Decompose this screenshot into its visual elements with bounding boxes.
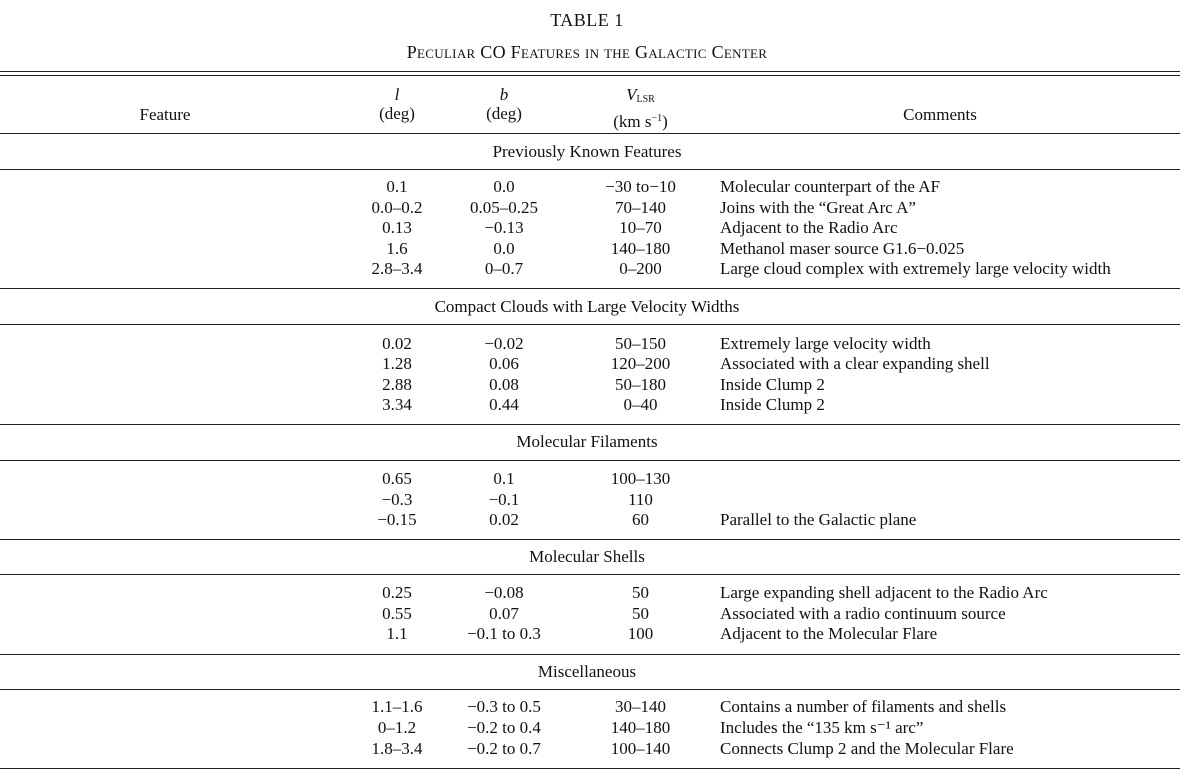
l-cell: 1.8–3.4 (371, 739, 423, 758)
b-cell: 0.08 (489, 375, 519, 394)
section-rule (0, 169, 1180, 170)
header-v-symbol: V (626, 85, 637, 104)
section-title: Molecular Filaments (516, 432, 658, 451)
vlsr-cell: 50–180 (615, 375, 666, 394)
top-rule-2 (0, 75, 1180, 76)
header-b-unit: (deg) (486, 104, 522, 123)
section-rule (0, 654, 1180, 655)
comment-cell: Associated with a clear expanding shell (720, 354, 990, 373)
vlsr-cell: 110 (628, 490, 653, 509)
table-row (0, 259, 1190, 279)
b-cell: −0.13 (484, 218, 524, 237)
vlsr-cell: 70–140 (615, 198, 666, 217)
l-cell: 0.65 (382, 469, 412, 488)
header-v-unit-sup: −1 (651, 113, 663, 124)
comment-cell: Includes the “135 km s⁻¹ arc” (720, 718, 924, 737)
table-row (0, 697, 1190, 717)
vlsr-cell: 140–180 (610, 239, 671, 258)
b-cell: 0.02 (489, 510, 519, 529)
header-feature: Feature (139, 105, 191, 124)
b-cell: −0.2 to 0.4 (467, 718, 541, 737)
vlsr-cell: −30 to−10 (605, 177, 676, 196)
header-v-subscript: LSR (636, 94, 655, 105)
vlsr-cell: 0–200 (619, 259, 662, 278)
section-rule (0, 574, 1180, 575)
l-cell: 0.02 (382, 334, 412, 353)
b-cell: 0.1 (493, 469, 515, 488)
comment-cell: Parallel to the Galactic plane (720, 510, 917, 529)
section-title: Compact Clouds with Large Velocity Widths (434, 297, 740, 316)
l-cell: 1.1 (386, 624, 408, 643)
b-cell: −0.1 to 0.3 (467, 624, 541, 643)
section-rule (0, 288, 1180, 289)
header-rule (0, 133, 1180, 134)
b-cell: 0–0.7 (484, 259, 524, 278)
header-v-unit-post: ) (662, 112, 668, 131)
section-title: Miscellaneous (537, 662, 637, 681)
table-row (0, 624, 1190, 644)
l-cell: −0.3 (381, 490, 413, 509)
table-row (0, 718, 1190, 738)
b-cell: −0.1 (488, 490, 520, 509)
l-cell: 2.88 (382, 375, 412, 394)
l-cell: 0.25 (382, 583, 412, 602)
b-cell: −0.08 (484, 583, 524, 602)
b-cell: 0.07 (489, 604, 519, 623)
section-rule (0, 324, 1180, 325)
header-b (454, 85, 554, 123)
comment-cell: Large cloud complex with extremely large velocity width (720, 259, 1111, 278)
l-cell: 0.13 (382, 218, 412, 237)
comment-cell: Contains a number of filaments and shells (720, 697, 1007, 716)
comment-cell: Adjacent to the Radio Arc (720, 218, 898, 237)
vlsr-cell: 60 (632, 510, 649, 529)
table-label: TABLE 1 (550, 10, 624, 30)
table-row (0, 177, 1190, 197)
b-cell: 0.06 (489, 354, 519, 373)
vlsr-cell: 120–200 (610, 354, 671, 373)
comment-cell: Inside Clump 2 (720, 395, 825, 414)
table-row (0, 334, 1190, 354)
table-row (0, 510, 1190, 530)
comment-cell: Joins with the “Great Arc A” (720, 198, 916, 217)
comment-cell: Extremely large velocity width (720, 334, 931, 353)
header-l-symbol: l (394, 85, 400, 104)
section-title: Molecular Shells (529, 547, 645, 566)
vlsr-cell: 10–70 (619, 218, 662, 237)
l-cell: 1.6 (386, 239, 408, 258)
table-row (0, 604, 1190, 624)
section-rule (0, 424, 1180, 425)
section-rule (0, 539, 1180, 540)
l-cell: 0.55 (382, 604, 412, 623)
table-row (0, 583, 1190, 603)
l-cell: 0.1 (386, 177, 408, 196)
table-row (0, 198, 1190, 218)
table-row (0, 395, 1190, 415)
bottom-rule (0, 768, 1180, 769)
l-cell: 0–1.2 (377, 718, 417, 737)
b-cell: 0.0 (493, 239, 515, 258)
vlsr-cell: 140–180 (610, 718, 671, 737)
vlsr-cell: 50 (632, 604, 649, 623)
b-cell: −0.3 to 0.5 (467, 697, 541, 716)
comment-cell: Connects Clump 2 and the Molecular Flare (720, 739, 1014, 758)
comment-cell: Large expanding shell adjacent to the Radio Arc (720, 583, 1048, 602)
l-cell: 0.0–0.2 (371, 198, 423, 217)
l-cell: 1.1–1.6 (371, 697, 423, 716)
table-row (0, 218, 1190, 238)
table-row (0, 469, 1190, 489)
vlsr-cell: 100–130 (610, 469, 671, 488)
top-rule (0, 71, 1180, 72)
comment-cell: Associated with a radio continuum source (720, 604, 1006, 623)
comment-cell: Methanol maser source G1.6−0.025 (720, 239, 965, 258)
section-rule (0, 460, 1180, 461)
section-title: Previously Known Features (492, 142, 682, 161)
table-row (0, 375, 1190, 395)
section-rule (0, 689, 1180, 690)
header-l (352, 85, 442, 123)
b-cell: −0.02 (484, 334, 524, 353)
b-cell: −0.2 to 0.7 (467, 739, 541, 758)
l-cell: 3.34 (382, 395, 412, 414)
l-cell: −0.15 (377, 510, 417, 529)
vlsr-cell: 50–150 (615, 334, 666, 353)
vlsr-cell: 100 (627, 624, 654, 643)
vlsr-cell: 30–140 (615, 697, 666, 716)
comment-cell: Adjacent to the Molecular Flare (720, 624, 938, 643)
header-l-unit: (deg) (379, 104, 415, 123)
vlsr-cell: 0–40 (623, 395, 658, 414)
l-cell: 2.8–3.4 (371, 259, 423, 278)
comment-cell: Molecular counterpart of the AF (720, 177, 940, 196)
table-row (0, 239, 1190, 259)
header-v-unit-pre: (km s (613, 112, 652, 131)
b-cell: 0.44 (489, 395, 519, 414)
b-cell: 0.05–0.25 (470, 198, 538, 217)
b-cell: 0.0 (493, 177, 515, 196)
comment-cell: Inside Clump 2 (720, 375, 825, 394)
table-caption: Peculiar CO Features in the Galactic Center (406, 42, 768, 62)
header-vlsr (578, 85, 703, 131)
l-cell: 1.28 (382, 354, 412, 373)
vlsr-cell: 50 (632, 583, 649, 602)
vlsr-cell: 100–140 (610, 739, 671, 758)
table-row (0, 354, 1190, 374)
header-b-symbol: b (499, 85, 509, 104)
table-row (0, 490, 1190, 510)
table-row (0, 739, 1190, 759)
header-comments: Comments (903, 105, 977, 124)
